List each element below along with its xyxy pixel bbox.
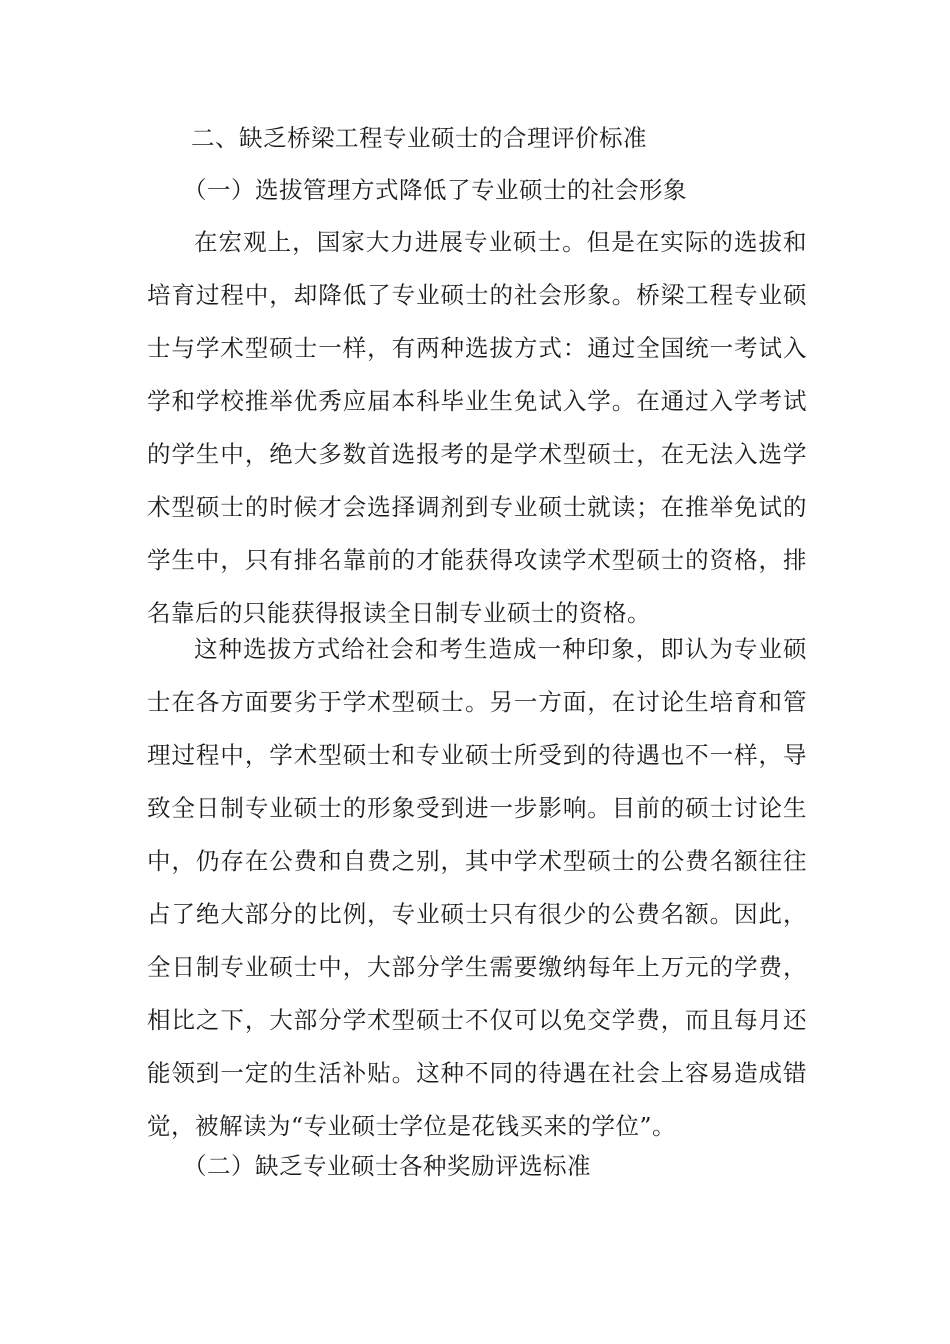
section-heading: 二、缺乏桥梁工程专业硕士的合理评价标准 [191, 124, 647, 152]
subheading-selection-management: （一）选拔管理方式降低了专业硕士的社会形象 [183, 176, 687, 204]
paragraph-2-container [147, 623, 807, 1153]
paragraph-2: 这种选拔方式给社会和考生造成一种印象，即认为专业硕士在各方面要劣于学术型硕士。另一方面，在讨论生培育和管理过程中，学术型硕士和专业硕士所受到的待遇也不一样，导致全日制专业硕士的形象受到进一步影响。目前的硕士讨论生中，仍存在公费和自费之别，其中学术型硕士的公费名额往往占了绝大部分的比例，专业硕士只有很少的公费名额。因此，全日制专业硕士中，大部分学生需要缴纳每年上万元的学费，相比之下，大部分学术型硕士不仅可以免交学费，而且每月还能领到一定的生活补贴。这种不同的待遇在社会上容易造成错觉，被解读为“专业硕士学位是花钱买来的学位”。 [147, 635, 807, 1140]
paragraph-1: 在宏观上，国家大力进展专业硕士。但是在实际的选拔和培育过程中，却降低了专业硕士的社会形象。桥梁工程专业硕士与学术型硕士一样，有两种选拔方式：通过全国统一考试入学和学校推举优秀应届本科毕业生免试入学。在通过入学考试的学生中，绝大多数首选报考的是学术型硕士，在无法入选学术型硕士的时候才会选择调剂到专业硕士就读；在推举免试的学生中，只有排名靠前的才能获得攻读学术型硕士的资格，排名靠后的只能获得报读全日制专业硕士的资格。 [147, 228, 807, 627]
subheading-award-criteria: （二）缺乏专业硕士各种奖励评选标准 [183, 1152, 591, 1180]
paragraph-1-container [147, 216, 807, 640]
